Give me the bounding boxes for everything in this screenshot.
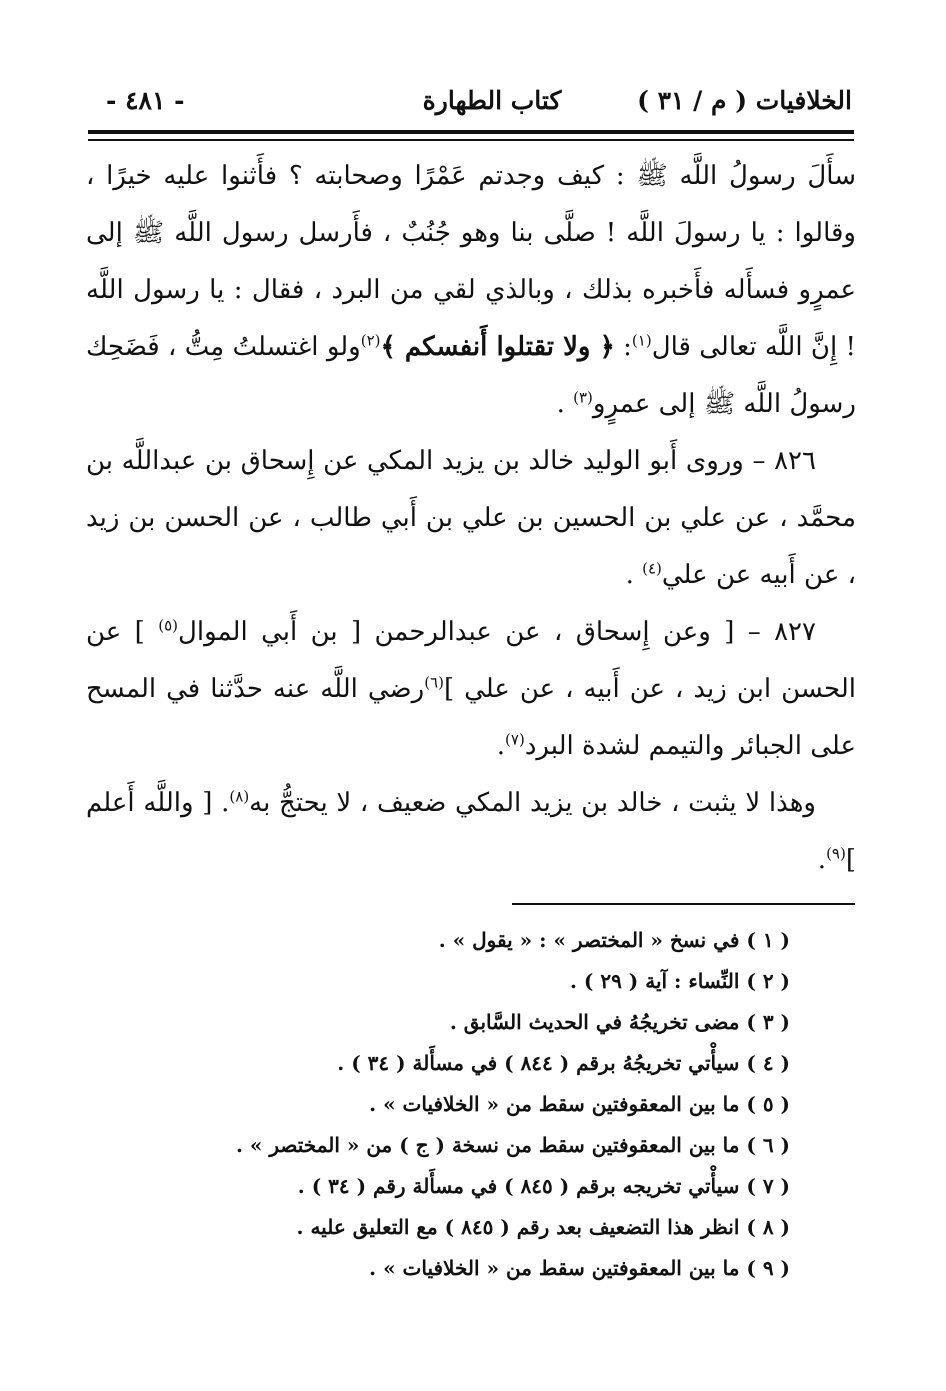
footnote-ref-1: (١) xyxy=(631,331,652,350)
paragraph-827 xyxy=(86,604,856,775)
text-run: : xyxy=(614,332,632,362)
footnote-ref-8: (٨) xyxy=(229,787,250,806)
text-run: ٨٢٦ – وروى أَبو الوليد خالد بن يزيد المكي عن إِسحاق بن عبداللَّه بن محمَّد ، عن علي بن الحسين بن علي بن أَبي طالب ، عن الحسن بن زيد ، عن أَبيه عن علي xyxy=(86,446,856,590)
text-run: رضي اللَّه عنه حدَّثنا في المسح على الجبائر والتيمم لشدة البرد xyxy=(86,674,856,761)
footnote-7: ( ٧ ) سيأْتي تخريجه برقم ( ٨٤٥ ) في مسأَلة رقم ( ٣٤ ) . xyxy=(297,1174,790,1198)
text-run: وهذا لا يثبت ، خالد بن يزيد المكي ضعيف ، لا يحتجُّ به xyxy=(249,788,816,818)
text-run: . xyxy=(496,731,506,761)
footnote-5: ( ٥ ) ما بين المعقوفتين سقط من « الخلافيات » . xyxy=(369,1092,790,1116)
footnote-2: ( ٢ ) النِّساء : آية ( ٢٩ ) . xyxy=(570,969,790,993)
footnote-3: ( ٣ ) مضى تخريجُهُ في الحديث السَّابق . xyxy=(449,1010,790,1034)
footnote-separator xyxy=(512,903,855,905)
paragraph-1 xyxy=(86,148,856,433)
footnote-ref-6: (٦) xyxy=(424,673,444,692)
footnote-6: ( ٦ ) ما بين المعقوفتين سقط من نسخة ( ج ) من « المختصر » . xyxy=(235,1133,790,1157)
footnote-4: ( ٤ ) سيأْتي تخريجُهُ برقم ( ٨٤٤ ) في مسأَلة ( ٣٤ ) . xyxy=(337,1051,790,1075)
footnote-9: ( ٩ ) ما بين المعقوفتين سقط من « الخلافيات » . xyxy=(369,1256,790,1280)
quran-quote: ﴿ ولا تقتلوا أَنفسكم ﴾ xyxy=(380,332,615,362)
footnote-8: ( ٨ ) انظر هذا التضعيف بعد رقم ( ٨٤٥ ) مع التعليق عليه . xyxy=(296,1215,790,1239)
text-run: سأَلَ رسولُ اللَّه ﷺ : كيف وجدتم عَمْرًا وصحابته ؟ فأَثنوا عليه خيرًا ، وقالوا : يا رسولَ اللَّه ! صلَّى بنا وهو جُنُبٌ ، فأَرسل رسول اللَّه ﷺ إلى عمرٍو فسأَله فأَخبره بذلك ، وبالذي لقي من البرد ، فقال : يا رسول اللَّه ! إِنَّ اللَّه تعالى قال xyxy=(86,161,856,362)
main-text xyxy=(86,148,856,889)
footnote-1: ( ١ ) في نسخ « المختصر » : « يقول » . xyxy=(438,928,790,952)
text-run: ٨٢٧ – [ وعن إِسحاق ، عن عبدالرحمن [ بن أَبي الموال xyxy=(177,617,816,647)
paragraph-826 xyxy=(86,433,856,604)
text-run: . xyxy=(817,845,827,875)
footnote-ref-9: (٩) xyxy=(826,844,846,863)
header-rule-thick xyxy=(88,130,854,134)
footnote-ref-2: (٢) xyxy=(360,331,381,350)
footnote-ref-7: (٧) xyxy=(505,730,525,749)
text-run: ولو اغتسلتُ مِتُّ ، فَضَحِك رسولُ اللَّه ﷺ إلى عمرٍو xyxy=(86,332,856,419)
footnotes xyxy=(86,920,790,1289)
running-header xyxy=(92,82,852,122)
header-chapter-title: كتاب الطهارة xyxy=(422,86,562,115)
footnote-ref-5: (٥) xyxy=(158,616,178,635)
footnote-ref-3: (٣) xyxy=(573,388,593,407)
text-run: . xyxy=(625,560,643,590)
text-run: . [ واللَّه أَعلم ] xyxy=(86,788,856,875)
header-book-part: الخلافيات ( م / ٣١ ) xyxy=(637,86,852,115)
footnote-ref-4: (٤) xyxy=(642,559,662,578)
page-number: - ٤٨١ - xyxy=(106,86,185,115)
header-rule-thin xyxy=(88,139,854,141)
paragraph-comment xyxy=(86,775,856,889)
text-run: ] عن الحسن ابن زيد ، عن أَبيه ، عن علي ] xyxy=(86,617,856,704)
text-run: . xyxy=(556,389,574,419)
